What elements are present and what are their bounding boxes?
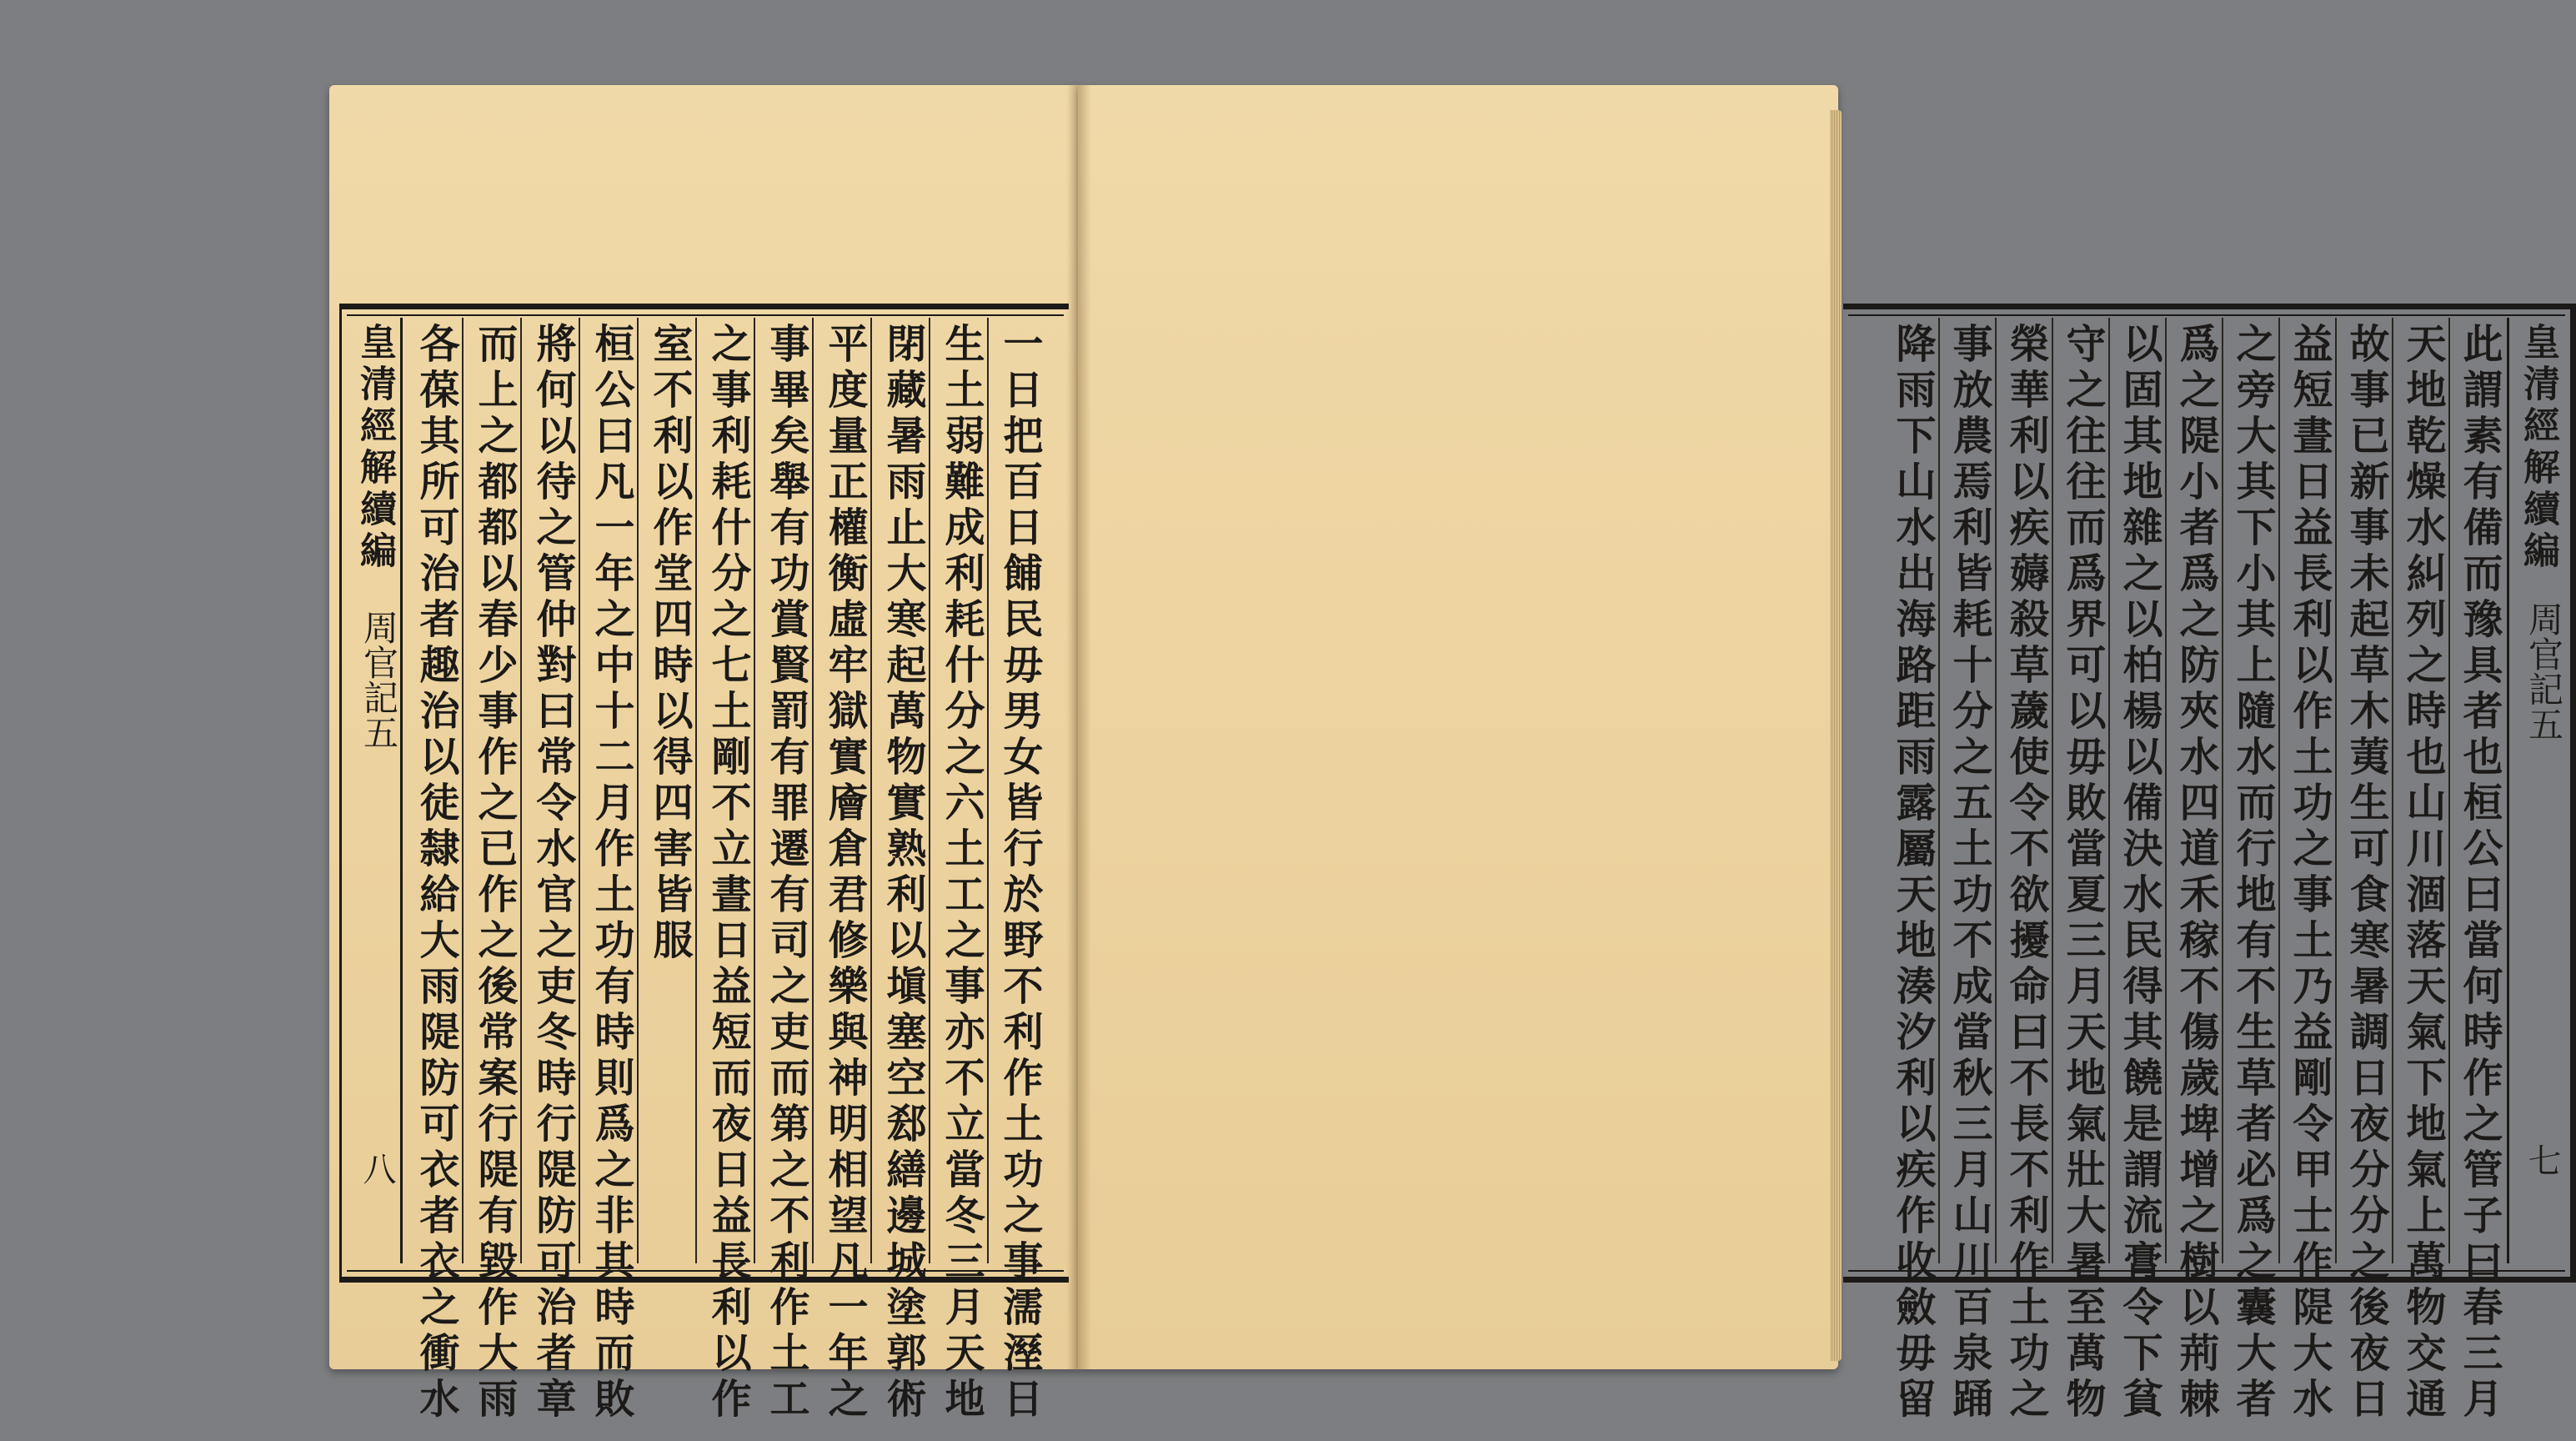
right-page xyxy=(1078,85,2564,1423)
banxin-title: 皇清經解續編 xyxy=(2517,323,2559,573)
left-page xyxy=(329,85,1078,1423)
text-column: 平度量正權衡虛牢獄實廥倉君修樂與神明相望凡一年之 xyxy=(821,323,868,1423)
text-column: 天地乾燥水糾列之時也山川涸落天氣下地氣上萬物交通 xyxy=(2399,323,2446,1423)
left-page-frame xyxy=(339,304,1069,1423)
right-page-frame xyxy=(1843,304,2576,1423)
text-column: 而上之都都以春少事作之已作之後常案行隄有毀作大雨 xyxy=(471,323,518,1423)
text-column: 益短晝日益長利以作土功之事土乃益剛令甲士作隄大水 xyxy=(2286,323,2333,1423)
text-column: 守之往往而爲界可以毋敗當夏三月天地氣壯大暑至萬物 xyxy=(2059,323,2106,1423)
text-column: 故事已新事未起草木荑生可食寒暑調日夜分分之後夜日 xyxy=(2343,323,2389,1423)
banxin-section: 周官記五 xyxy=(2523,601,2564,741)
text-column: 桓公曰凡一年之中十二月作土功有時則爲之非其時而敗 xyxy=(588,323,634,1423)
text-column: 之事利耗什分之七土剛不立晝日益短而夜日益長利以作 xyxy=(704,323,751,1423)
text-column: 榮華利以疾薅殺草薉使令不欲擾命曰不長不利作土功之 xyxy=(2002,323,2049,1423)
page-number: 八 xyxy=(358,1152,396,1185)
banxin-section: 周官記五 xyxy=(358,610,399,750)
text-column: 各葆其所可治者趣治以徒隸給大雨隄防可衣者衣之衝水 xyxy=(413,323,459,1423)
banxin-title: 皇清經解續編 xyxy=(353,323,396,573)
page-edges xyxy=(1830,110,1842,1361)
text-column: 以固其地雜之以柏楊以備決水民得其饒是謂流膏令下貧 xyxy=(2116,323,2163,1423)
text-column: 生土弱難成利耗什分之六土工之事亦不立當冬三月天地 xyxy=(938,323,985,1423)
book-gutter xyxy=(1066,85,1091,1369)
text-column: 事放農焉利皆耗十分之五土功不成當秋三月山川百泉踊 xyxy=(1946,323,1992,1423)
text-column: 此謂素有備而豫具者也桓公曰當何時作之管子曰春三月 xyxy=(2456,323,2503,1423)
text-column: 一日把百日餔民毋男女皆行於野不利作土功之事濡溼日 xyxy=(996,323,1043,1423)
page-number: 七 xyxy=(2523,1143,2561,1177)
text-column: 事畢矣舉有功賞賢罰有罪遷有司之吏而第之不利作土工 xyxy=(763,323,809,1423)
text-column: 將何以待之管仲對曰常令水官之吏冬時行隄防可治者章 xyxy=(529,323,576,1423)
open-book xyxy=(329,85,2564,1423)
text-column: 降雨下山水出海路距雨露屬天地湊汐利以疾作收斂毋留 xyxy=(1889,323,1936,1423)
text-column: 閉藏暑雨止大寒起萬物實熟利以塡塞空郄繕邊城塗郭術 xyxy=(880,323,926,1423)
text-column: 之旁大其下小其上隨水而行地有不生草者必爲之囊大者 xyxy=(2229,323,2276,1423)
text-column: 室不利以作堂四時以得四害皆服 xyxy=(646,323,693,965)
text-column: 爲之隄小者爲之防夾水四道禾稼不傷歲埤增之樹以荊棘 xyxy=(2173,323,2219,1423)
